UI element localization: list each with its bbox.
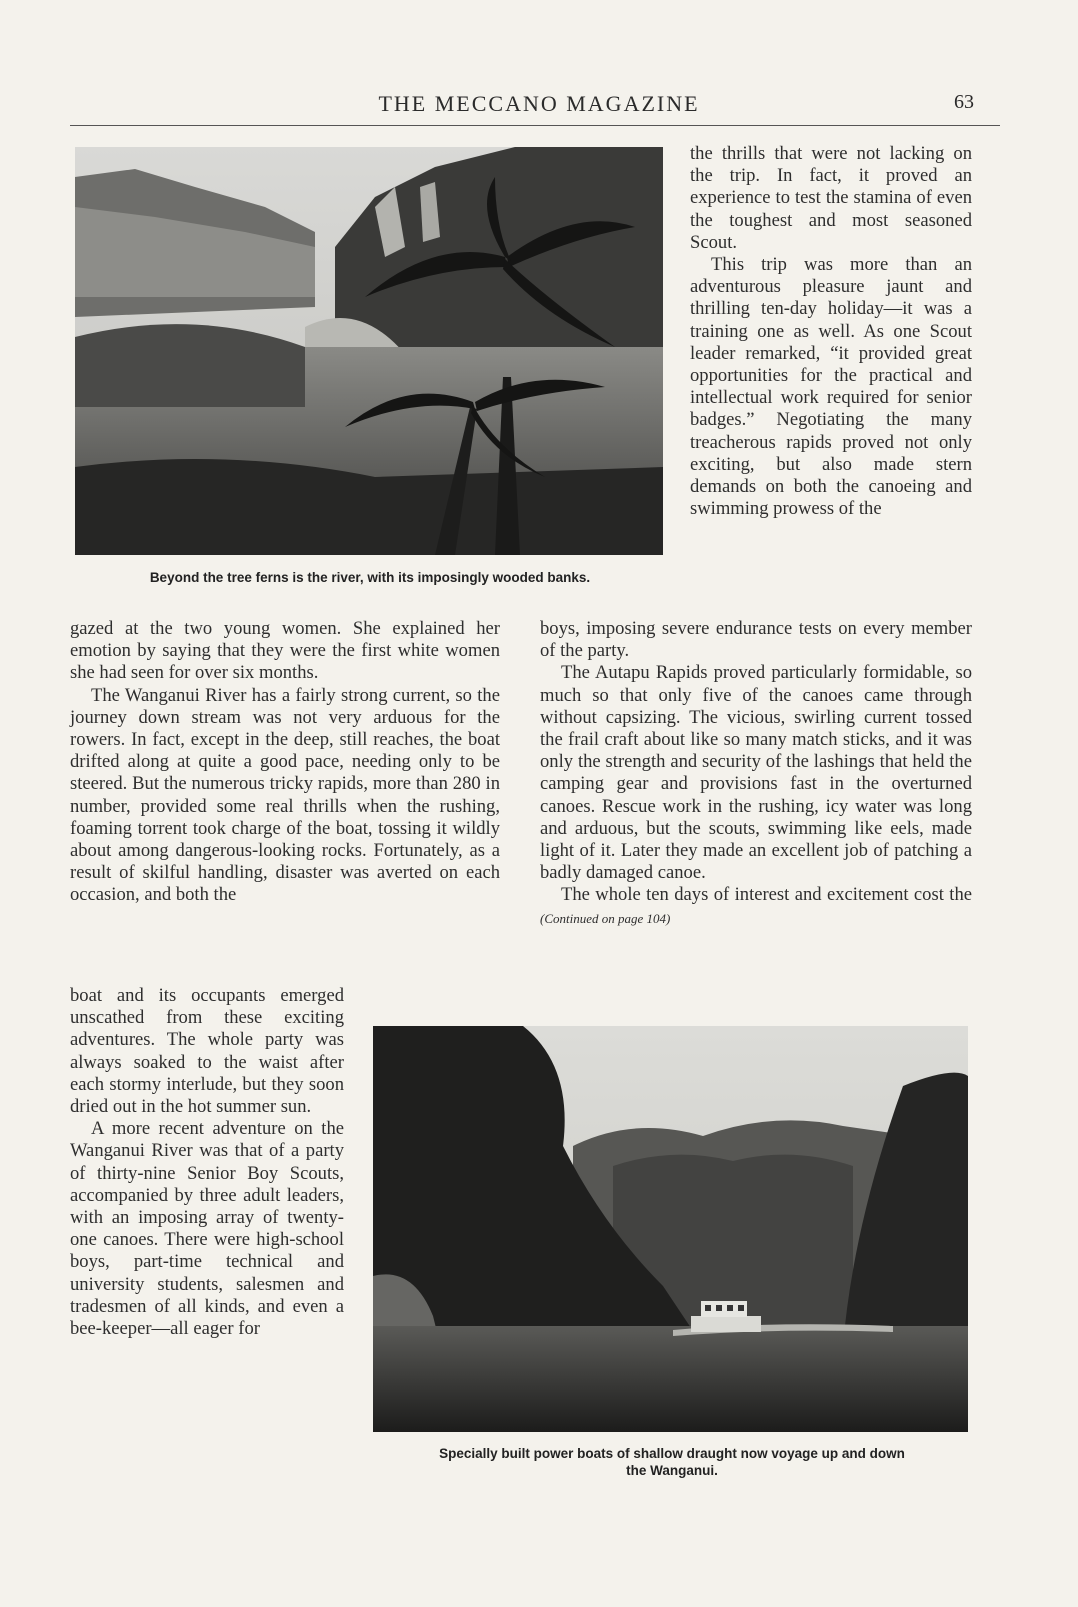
paragraph (540, 884, 972, 929)
text-left-column (70, 618, 500, 907)
paragraph: gazed at the two young women. She explained her emotion by saying that they were the first white women she had seen for over six months. (70, 618, 500, 684)
text-narrow-column (70, 985, 344, 1340)
page-number: 63 (954, 91, 974, 113)
continued-note: (Continued on page 104) (540, 910, 671, 926)
photo-power-boat-wanganui (373, 1026, 968, 1432)
figure-caption-top: Beyond the tree ferns is the river, with its imposingly wooded banks. (149, 570, 591, 585)
caption-line: the Wanganui. (626, 1463, 718, 1478)
paragraph: A more recent adventure on the Wanganui River was that of a party of thirty-nine Senior Boy Scouts, accompanied by three adult leaders, with an imposing array of twenty-one canoes. There were high-school boys, part-time technical and university students, salesmen and tradesmen of all kinds, and even a bee-keeper—all eager for (70, 1118, 344, 1340)
paragraph: The Autapu Rapids proved particularly formidable, so much so that only five of the canoes came through without capsizing. The vicious, swirling current tossed the frail craft about like so many match sticks, and it was only the strength and security of the lashings that held the camping gear and provisions fast in the overturned canoes. Rescue work in the rushing, icy water was long and arduous, but the scouts, swimming like eels, made light of it. Later they made an excellent job of patching a badly damaged canoe. (540, 662, 972, 884)
photo-tree-ferns-river (75, 147, 663, 555)
text-right-upper (690, 143, 972, 520)
paragraph: The Wanganui River has a fairly strong current, so the journey down stream was not very arduous for the rowers. In fact, except in the deep, still reaches, the boat drifted along at quite a good pace, needing only to be steered. But the numerous tricky rapids, more than 280 in number, provided some real thrills when the rushing, foaming torrent took charge of the boat, tossing it wildly about among dangerous-looking rocks. Fortunately, as a result of skilful handling, disaster was averted on each occasion, and both the (70, 684, 500, 906)
figure-caption-bottom (372, 1445, 972, 1479)
header-rule (70, 125, 1000, 126)
magazine-title: THE MECCANO MAGAZINE (378, 91, 700, 116)
text-right-column (540, 618, 972, 930)
caption-line: Specially built power boats of shallow draught now voyage up and down (439, 1446, 905, 1461)
paragraph-text: The whole ten days of interest and excitement cost the (561, 884, 972, 906)
paragraph: boys, imposing severe endurance tests on every member of the party. (540, 618, 972, 662)
paragraph: the thrills that were not lacking on the trip. In fact, it proved an experience to test the stamina of even the toughest and most seasoned Scout. (690, 143, 972, 253)
paragraph: boat and its occupants emerged unscathed from these exciting adventures. The whole party was always soaked to the waist after each stormy interlude, but they soon dried out in the hot summer sun. (70, 985, 344, 1118)
paragraph: This trip was more than an adventurous pleasure jaunt and thrilling ten-day holiday—it was a training one as well. As one Scout leader remarked, “it provided great opportunities for the practical and intellectual work required for senior badges.” Negotiating the many treacherous rapids proved not only exciting, but also made stern demands on both the canoeing and swimming prowess of the (690, 254, 972, 520)
